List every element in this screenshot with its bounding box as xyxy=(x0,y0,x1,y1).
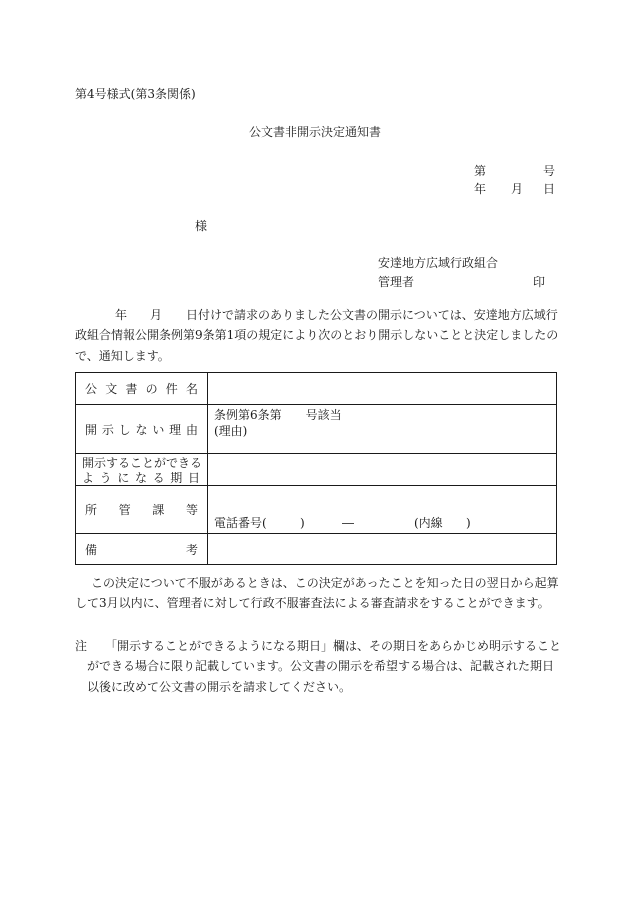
table-row xyxy=(76,534,557,565)
label-character: 件 xyxy=(165,382,178,396)
responsible-section-value[interactable] xyxy=(208,486,557,534)
label-character: し xyxy=(118,423,131,437)
form-number: 第4号様式(第3条関係) xyxy=(75,87,196,101)
remarks-value[interactable] xyxy=(208,534,557,565)
label-character: 課 xyxy=(152,503,165,517)
disclosure-date-value[interactable] xyxy=(208,454,557,486)
body-text: 日付けで請求のありました公文書の開示については、安達地方広域行 xyxy=(186,308,558,322)
label-character: 書 xyxy=(125,382,138,396)
non-disclosure-reason-value[interactable] xyxy=(208,405,557,454)
label-character: 日 xyxy=(187,471,200,485)
phone-number-label: 電話番号( xyxy=(214,516,267,530)
label-character: 文 xyxy=(105,382,118,396)
label-character: 等 xyxy=(185,503,198,517)
recipient-honorific: 様 xyxy=(195,219,208,233)
table-row xyxy=(76,373,557,405)
label-character: 開 xyxy=(85,423,98,437)
label-character: な xyxy=(134,471,147,485)
footnote-line-2: ができる場合に限り記載しています。公文書の開示を希望する場合は、記載された期日 xyxy=(87,659,555,673)
body-paragraph-line-3: で、通知します。 xyxy=(75,349,170,363)
date-day-label: 日 xyxy=(543,182,556,196)
label-character: よ xyxy=(82,471,95,485)
label-character: 期 xyxy=(170,471,183,485)
label-character: 公 xyxy=(85,382,98,396)
table-row xyxy=(76,486,557,534)
disclosure-date-label-line-1: 開示することができる xyxy=(82,456,203,470)
table-row xyxy=(76,405,557,454)
footnote-line-3: 以後に改めて公文書の開示を請求してください。 xyxy=(87,680,352,694)
label-character: 所 xyxy=(85,503,98,517)
date-year-label: 年 xyxy=(474,182,487,196)
date-month-label: 月 xyxy=(511,182,524,196)
label-character: い xyxy=(152,423,165,437)
table-row xyxy=(76,454,557,486)
doc-number-suffix: 号 xyxy=(543,164,556,178)
remarks-label xyxy=(76,534,208,565)
body-year-label: 年 xyxy=(115,308,128,322)
label-character: 理 xyxy=(169,423,182,437)
sender-organization: 安達地方広域行政組合 xyxy=(378,256,499,270)
body-month-label: 月 xyxy=(150,308,163,322)
appeal-notice-line-2: して3月以内に、管理者に対して行政不服審査法による審査請求をすることができます。 xyxy=(75,596,550,610)
label-character: の xyxy=(145,382,158,396)
non-disclosure-reason-label xyxy=(76,405,208,454)
ordinance-clause-text: 条例第6条第 号該当 xyxy=(214,408,342,422)
label-character: 備 xyxy=(85,543,98,557)
label-character: う xyxy=(99,471,112,485)
phone-number-close: ) xyxy=(300,516,305,530)
extension-label: (内線 xyxy=(414,516,443,530)
sender-manager-title: 管理者 xyxy=(378,275,415,289)
document-title: 公文書非開示決定通知書 xyxy=(248,125,381,139)
extension-close: ) xyxy=(466,516,471,530)
label-character: 由 xyxy=(185,423,198,437)
document-name-value[interactable] xyxy=(208,373,557,405)
label-character: る xyxy=(152,471,165,485)
label-character: に xyxy=(117,471,130,485)
label-character: 考 xyxy=(185,543,198,557)
label-character: 示 xyxy=(101,423,114,437)
appeal-notice-line-1: この決定について不服があるときは、この決定があったことを知った日の翌日から起算 xyxy=(91,576,559,590)
document-name-label xyxy=(76,373,208,405)
phone-dash: ― xyxy=(342,516,354,530)
notice-details-table xyxy=(75,372,557,565)
doc-number-prefix: 第 xyxy=(474,164,487,178)
disclosure-date-label xyxy=(76,454,208,486)
label-character: 名 xyxy=(185,382,198,396)
responsible-section-label xyxy=(76,486,208,534)
label-character: な xyxy=(135,423,148,437)
body-paragraph-line-2: 政組合情報公開条例第9条第1項の規定により次のとおり開示しないことと決定しましたの xyxy=(75,328,559,342)
reason-label: (理由) xyxy=(214,424,248,438)
seal-mark: 印 xyxy=(533,275,546,289)
footnote-line-1: 「開示することができるようになる期日」欄は、その期日をあらかじめ明示すること xyxy=(105,639,562,653)
footnote-mark: 注 xyxy=(75,639,88,653)
label-character: 管 xyxy=(118,503,131,517)
